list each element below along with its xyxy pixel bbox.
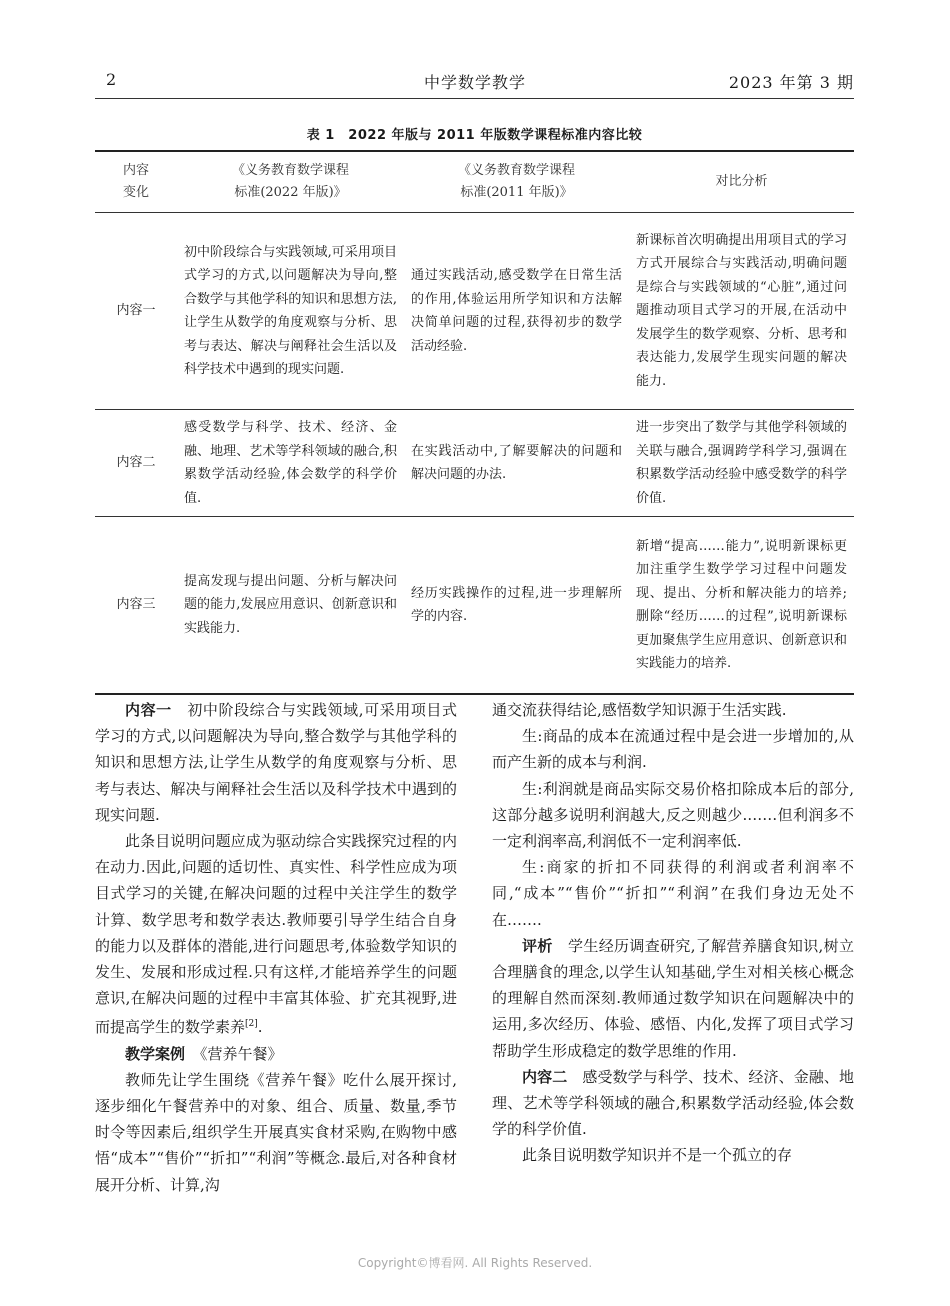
paragraph-text: 学生经历调查研究,了解营养膳食知识,树立合理膳食的理念,以学生认知基础,学生对相关核心概念的理解自然而深刻.教师通过数学知识在问题解决中的运用,多次经历、体验、感悟、内化,发挥了项目式学习帮助学生形成稳定的数学思维的作用. bbox=[492, 936, 854, 1060]
paragraph-text: 此条目说明问题应成为驱动综合实践探究过程的内在动力.因此,问题的适切性、真实性、科学性应成为项目式学习的关键,在解决问题的过程中关注学生的数学计算、数学思考和数学表达.教师要引导学生结合自身的能力以及群体的潜能,进行问题思考,体验数学知识的发生、发展和形成过程.只有这样,才能培养学生的问题意识,在解决问题的过程中丰富其体验、扩充其视野,进而提高学生的数学素养 bbox=[95, 832, 457, 1037]
table-row bbox=[95, 410, 854, 517]
header-rule bbox=[95, 98, 854, 99]
header-2011 bbox=[404, 151, 629, 213]
header-text: 《义务教育数学课程 bbox=[457, 163, 575, 178]
paragraph bbox=[492, 1064, 854, 1143]
cell-2011: 在实践活动中,了解要解决的问题和解决问题的办法. bbox=[404, 410, 629, 517]
cell-2022: 初中阶段综合与实践领域,可采用项目式学习的方式,以问题解决为导向,整合数学与其他学科的知识和思想方法,让学生从数学的角度观察与分析、思考与表达、解决与阐释社会生活以及科学技术中遇到的现实问题. bbox=[177, 213, 404, 410]
cell-analysis: 进一步突出了数学与其他学科领域的关联与融合,强调跨学科学习,强调在积累数学活动经验中感受数学的科学价值. bbox=[629, 410, 854, 517]
journal-title: 中学数学教学 bbox=[423, 73, 526, 92]
paragraph bbox=[492, 933, 854, 1064]
table-row bbox=[95, 517, 854, 695]
cell-2022: 感受数学与科学、技术、经济、金融、地理、艺术等学科领域的融合,积累数学活动经验,体会数学的科学价值. bbox=[177, 410, 404, 517]
row-label: 内容三 bbox=[95, 517, 177, 695]
header-analysis: 对比分析 bbox=[629, 151, 854, 213]
body-column-left bbox=[95, 697, 457, 1198]
paragraph-text: . bbox=[257, 1018, 263, 1037]
table-header-row bbox=[95, 151, 854, 213]
cell-2011: 通过实践活动,感受数学在日常生活的作用,体验运用所学知识和方法解决简单问题的过程,获得初步的数学活动经验. bbox=[404, 213, 629, 410]
cell-2022: 提高发现与提出问题、分析与解决问题的能力,发展应用意识、创新意识和实践能力. bbox=[177, 517, 404, 695]
citation-ref[interactable]: [2] bbox=[245, 1019, 258, 1030]
header-text: 变化 bbox=[122, 185, 149, 200]
copyright-footer: Copyright©博看网. All Rights Reserved. bbox=[357, 1256, 593, 1270]
issue-label: 2023 年第 3 期 bbox=[728, 73, 854, 92]
paragraph: 通交流获得结论,感悟数学知识源于生活实践. bbox=[492, 701, 787, 719]
header-text: 标准(2022 年版)》 bbox=[234, 185, 347, 200]
paragraph: 此条目说明数学知识并不是一个孤立的存 bbox=[522, 1146, 793, 1165]
cell-2011: 经历实践操作的过程,进一步理解所学的内容. bbox=[404, 517, 629, 695]
section-label: 内容二 bbox=[522, 1067, 568, 1086]
paragraph: 生:商品的成本在流通过程中是会进一步增加的,从而产生新的成本与利润. bbox=[492, 727, 854, 772]
row-label: 内容二 bbox=[95, 410, 177, 517]
case-title: 《营养午餐》 bbox=[185, 1044, 283, 1063]
page-number: 2 bbox=[106, 70, 118, 89]
section-label: 评析 bbox=[522, 936, 553, 955]
cell-analysis: 新课标首次明确提出用项目式的学习方式开展综合与实践活动,明确问题是综合与实践领域的“心脏”,通过问题推动项目式学习的开展,在活动中发展学生的数学观察、分析、思考和表达能力,发展学生现实问题的解决能力. bbox=[629, 213, 854, 410]
table-caption: 表 1 2022 年版与 2011 年版数学课程标准内容比较 bbox=[306, 128, 643, 143]
header-content-change bbox=[95, 151, 177, 213]
cell-analysis: 新增“提高……能力”,说明新课标更加注重学生数学学习过程中问题发现、提出、分析和解决能力的培养;删除“经历……的过程”,说明新课标更加聚焦学生应用意识、创新意识和实践能力的培养. bbox=[629, 517, 854, 695]
header-text: 《义务教育数学课程 bbox=[231, 163, 349, 178]
paragraph-text: 初中阶段综合与实践领域,可采用项目式学习的方式,以问题解决为导向,整合数学与其他学科的知识和思想方法,让学生从数学的角度观察与分析、思考与表达、解决与阐释社会生活以及科学技术中遇到的现实问题. bbox=[95, 701, 457, 824]
header-2022 bbox=[177, 151, 404, 213]
header-text: 标准(2011 年版)》 bbox=[460, 185, 573, 200]
comparison-table bbox=[95, 150, 854, 695]
body-column-right bbox=[492, 697, 854, 1169]
row-label: 内容一 bbox=[95, 213, 177, 410]
paragraph bbox=[95, 1041, 457, 1067]
paragraph bbox=[95, 697, 457, 828]
paragraph-text: 感受数学与科学、技术、经济、金融、地理、艺术等学科领域的融合,积累数学活动经验,体会数学的科学价值. bbox=[492, 1067, 854, 1139]
paragraph: 生:商家的折扣不同获得的利润或者利润率不同,“成本”“售价”“折扣”“利润”在我们身边无处不在……. bbox=[492, 858, 854, 929]
paragraph bbox=[95, 828, 457, 1041]
paragraph: 生:利润就是商品实际交易价格扣除成本后的部分,这部分越多说明利润越大,反之则越少.……但利润多不一定利润率高,利润低不一定利润率低. bbox=[492, 779, 854, 851]
paragraph: 教师先让学生围绕《营养午餐》吃什么展开探讨,逐步细化午餐营养中的对象、组合、质量、数量,季节时令等因素后,组织学生开展真实食材采购,在购物中感悟“成本”“售价”“折扣”“利润”等概念.最后,对各种食材展开分析、计算,沟 bbox=[95, 1070, 457, 1194]
table-row bbox=[95, 213, 854, 410]
section-label: 教学案例 bbox=[125, 1044, 186, 1063]
header-text: 内容 bbox=[122, 163, 149, 178]
section-label: 内容一 bbox=[125, 701, 172, 719]
